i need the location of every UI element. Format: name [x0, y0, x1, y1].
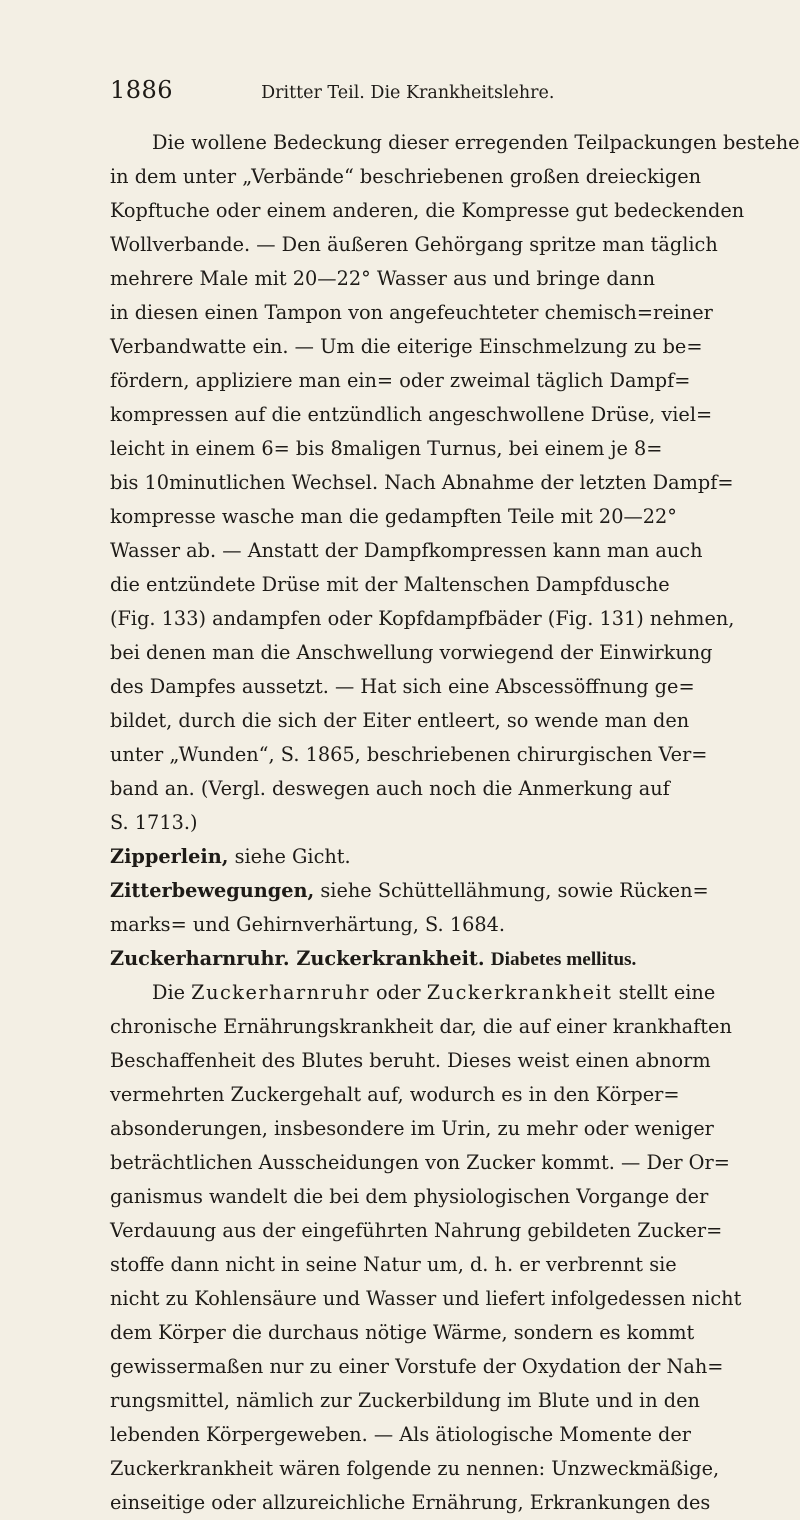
- latin-term: Diabetes mellitus.: [490, 949, 637, 970]
- text-segment: rungsmittel, nämlich zur Zuckerbildung im Blute und in den: [110, 1389, 700, 1412]
- text-line: [110, 1316, 722, 1350]
- text-line: [110, 1044, 722, 1078]
- text-line: [110, 704, 722, 738]
- entry-headword: Zuckerharnruhr. Zuckerkrankheit.: [110, 947, 485, 970]
- text-segment: Wollverbande. — Den äußeren Gehörgang spritze man täglich: [110, 233, 718, 256]
- text-segment: nicht zu Kohlensäure und Wasser und liefert infolgedessen nicht: [110, 1287, 742, 1310]
- text-line: [110, 568, 722, 602]
- text-segment: dem Körper die durchaus nötige Wärme, sondern es kommt: [110, 1321, 695, 1344]
- text-line: [110, 602, 735, 636]
- text-segment: Verdauung aus der eingeführten Nahrung gebildeten Zucker=: [110, 1219, 723, 1242]
- text-line: [110, 1486, 722, 1520]
- text-line: [110, 772, 722, 806]
- text-segment: fördern, appliziere man ein= oder zweimal täglich Dampf=: [110, 369, 691, 392]
- text-line: [110, 1350, 722, 1384]
- text-line: [110, 194, 745, 228]
- text-line: [110, 364, 722, 398]
- text-line: [110, 1248, 722, 1282]
- text-segment: S. 1713.): [110, 811, 198, 834]
- text-segment: Zuckerkrankheit: [426, 981, 613, 1004]
- text-segment: in dem unter „Verbände“ beschriebenen großen dreieckigen: [110, 165, 702, 188]
- text-segment: Zuckerkrankheit wären folgende zu nennen: Unzweckmäßige,: [110, 1457, 720, 1480]
- text-segment: siehe Gicht.: [228, 845, 351, 868]
- text-segment: gewissermaßen nur zu einer Vorstufe der Oxydation der Nah=: [110, 1355, 724, 1378]
- text-line: [110, 976, 722, 1010]
- text-segment: die entzündete Drüse mit der Maltenschen Dampfdusche: [110, 573, 670, 596]
- running-head: Dritter Teil. Die Krankheitslehre.: [261, 83, 555, 103]
- text-line: [110, 228, 722, 262]
- text-line: [110, 670, 722, 704]
- text-line: [110, 1180, 722, 1214]
- text-segment: bei denen man die Anschwellung vorwiegend der Einwirkung: [110, 641, 713, 664]
- text-segment: siehe Schüttellähmung, sowie Rücken=: [314, 879, 709, 902]
- text-segment: (Fig. 133) andampfen oder Kopfdampfbäder (Fig. 131) nehmen,: [110, 607, 735, 630]
- entry-headword: Zitterbewegungen,: [110, 879, 315, 902]
- text-segment: chronische Ernährungskrankheit dar, die auf einer krankhaften: [110, 1015, 732, 1038]
- book-page: [110, 76, 800, 1520]
- text-line: [110, 432, 722, 466]
- text-segment: lebenden Körpergeweben. — Als ätiologische Momente der: [110, 1423, 692, 1446]
- text-line: [110, 942, 722, 976]
- text-line: [110, 636, 722, 670]
- text-segment: unter „Wunden“, S. 1865, beschriebenen chirurgischen Ver=: [110, 743, 708, 766]
- text-segment: Zuckerharnruhr: [191, 981, 370, 1004]
- text-segment: kompressen auf die entzündlich angeschwollene Drüse, viel=: [110, 403, 713, 426]
- text-segment: einseitige oder allzureichliche Ernährung, Erkrankungen des: [110, 1491, 711, 1514]
- text-line: [110, 874, 722, 908]
- text-segment: band an. (Vergl. deswegen auch noch die Anmerkung auf: [110, 777, 670, 800]
- text-segment: absonderungen, insbesondere im Urin, zu mehr oder weniger: [110, 1117, 714, 1140]
- text-segment: kompresse wasche man die gedampften Teile mit 20—22°: [110, 505, 677, 528]
- text-line: [110, 1384, 722, 1418]
- page-header: [110, 76, 722, 116]
- text-line: [110, 806, 722, 840]
- text-segment: vermehrten Zuckergehalt auf, wodurch es in den Körper=: [110, 1083, 680, 1106]
- text-segment: bis 10minutlichen Wechsel. Nach Abnahme der letzten Dampf=: [110, 471, 734, 494]
- text-line: [110, 466, 734, 500]
- text-segment: Beschaffenheit des Blutes beruht. Dieses weist einen abnorm: [110, 1049, 711, 1072]
- text-line: [110, 1078, 722, 1112]
- text-segment: mehrere Male mit 20—22° Wasser aus und bringe dann: [110, 267, 656, 290]
- text-segment: Verbandwatte ein. — Um die eiterige Einschmelzung zu be=: [110, 335, 703, 358]
- text-line: [110, 126, 800, 160]
- text-segment: Kopftuche oder einem anderen, die Kompresse gut bedeckenden: [110, 199, 745, 222]
- text-line: [110, 160, 722, 194]
- page-number: 1886: [110, 76, 174, 104]
- text-segment: stoffe dann nicht in seine Natur um, d. h. er verbrennt sie: [110, 1253, 677, 1276]
- text-segment: bildet, durch die sich der Eiter entleert, so wende man den: [110, 709, 690, 732]
- text-line: [110, 840, 722, 874]
- text-line: [110, 1282, 742, 1316]
- text-segment: in diesen einen Tampon von angefeuchteter chemisch=reiner: [110, 301, 713, 324]
- body-text: [110, 126, 800, 1520]
- text-segment: ganismus wandelt die bei dem physiologischen Vorgange der: [110, 1185, 709, 1208]
- text-line: [110, 908, 722, 942]
- text-line: [110, 1452, 722, 1486]
- text-segment: Wasser ab. — Anstatt der Dampfkompressen kann man auch: [110, 539, 703, 562]
- text-segment: Die: [152, 981, 192, 1004]
- text-line: [110, 500, 722, 534]
- text-line: [110, 1214, 722, 1248]
- text-segment: des Dampfes aussetzt. — Hat sich eine Abscessöffnung ge=: [110, 675, 695, 698]
- text-line: [110, 398, 722, 432]
- text-line: [110, 1112, 722, 1146]
- text-line: [110, 1010, 732, 1044]
- text-segment: marks= und Gehirnverhärtung, S. 1684.: [110, 913, 506, 936]
- text-segment: leicht in einem 6= bis 8maligen Turnus, bei einem je 8=: [110, 437, 663, 460]
- text-line: [110, 262, 722, 296]
- text-segment: beträchtlichen Ausscheidungen von Zucker kommt. — Der Or=: [110, 1151, 730, 1174]
- text-segment: stellt eine: [612, 981, 716, 1004]
- text-line: [110, 534, 722, 568]
- text-line: [110, 1418, 722, 1452]
- text-segment: Die wollene Bedeckung dieser erregenden Teilpackungen bestehe: [152, 131, 800, 154]
- text-line: [110, 296, 722, 330]
- entry-headword: Zipperlein,: [110, 845, 229, 868]
- text-line: [110, 1146, 730, 1180]
- text-line: [110, 738, 722, 772]
- text-segment: oder: [369, 981, 427, 1004]
- text-line: [110, 330, 722, 364]
